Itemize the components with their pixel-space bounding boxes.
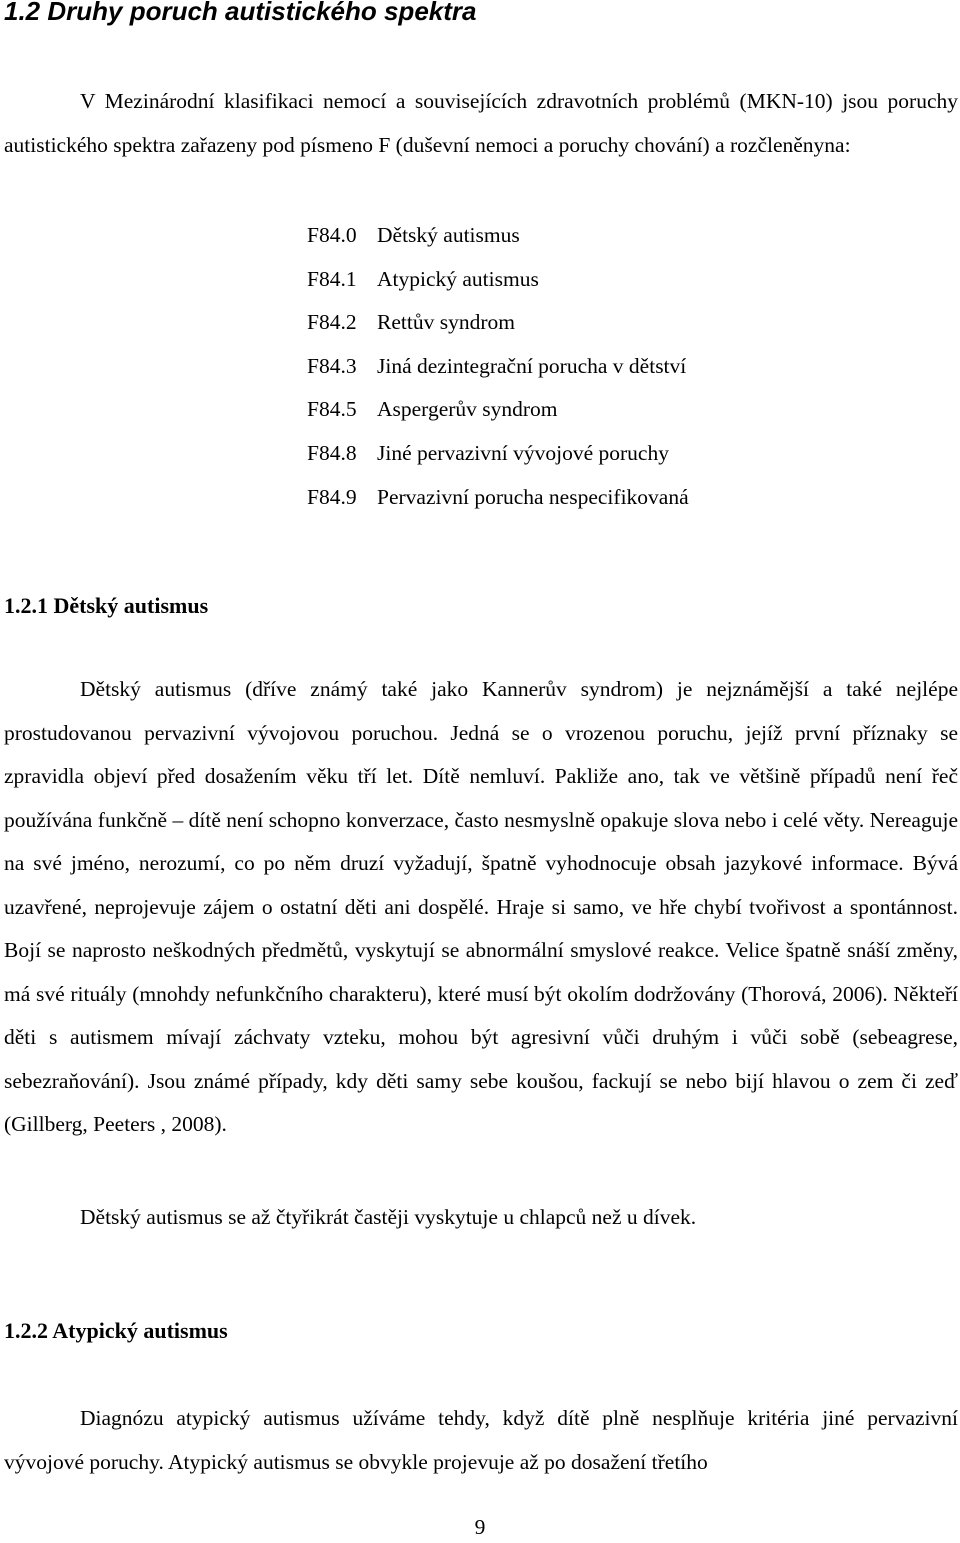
icd-label: Aspergerův syndrom [377, 397, 558, 422]
list-item [307, 301, 689, 345]
icd-code: F84.8 [307, 440, 357, 465]
childhood-autism-paragraph: Dětský autismus (dříve známý také jako Kannerův syndrom) je nejznámější a také nejlépe prostudovanou pervazivní vývojovou poruchou. Jedná se o vrozenou poruchu, jejíž první příznaky se zpravidla objeví před dosažením věku tří let. Dítě nemluví. Pakliže ano, tak ve většině případů není řeč používána funkčně – dítě není schopno konverzace, často nesmyslně opakuje slova nebo i celé věty. Nereaguje na své jméno, nerozumí, co po něm druzí vyžadují, špatně vyhodnocuje obsah jazykové informace. Bývá uzavřené, neprojevuje zájem o ostatní děti ani dospělé. Hraje si samo, ve hře chybí tvořivost a spontánnost. Bojí se naprosto neškodných předmětů, vyskytují se abnormální smyslové reakce. Velice špatně snáší změny, má své rituály (mnohdy nefunkčního charakteru), které musí být okolím dodržovány (Thorová, 2006). Někteří děti s autismem mívají záchvaty vzteku, mohou být agresivní vůči druhým i vůči sobě (sebeagrese, sebezraňování). Jsou známé případy, kdy děti samy sebe koušou, fackují se nebo bijí hlavou o zem či zeď (Gillberg, Peeters , 2008). [4, 677, 958, 1136]
childhood-autism-prevalence-paragraph: Dětský autismus se až čtyřikrát častěji vyskytuje u chlapců než u dívek. [80, 1205, 697, 1229]
list-item [307, 214, 689, 258]
list-item [307, 345, 689, 389]
intro-paragraph: V Mezinárodní klasifikaci nemocí a souvisejících zdravotních problémů (MKN-10) jsou poruchy autistického spektra zařazeny pod písmeno F (duševní nemoci a poruchy chování) a rozčleněnyna: [4, 89, 958, 157]
section-heading-childhood-autism: 1.2.1 Dětský autismus [4, 593, 209, 618]
icd-label: Rettův syndrom [377, 310, 515, 335]
list-item [307, 258, 689, 302]
icd-label: Dětský autismus [377, 223, 520, 247]
icd-code: F84.2 [307, 310, 357, 335]
page-number: 9 [474, 1515, 486, 1539]
icd-classification-list [307, 214, 689, 519]
atypical-autism-paragraph: Diagnózu atypický autismus užíváme tehdy, když dítě plně nesplňuje kritéria jiné pervazivní vývojové poruchy. Atypický autismus se obvykle projevuje až po dosažení třetího [4, 1406, 958, 1474]
icd-label: Atypický autismus [377, 266, 539, 291]
icd-code: F84.0 [307, 223, 357, 247]
icd-code: F84.3 [307, 353, 357, 378]
icd-label: Pervazivní porucha nespecifikovaná [377, 484, 689, 509]
list-item [307, 476, 689, 520]
chapter-heading: 1.2 Druhy poruch autistického spektra [4, 0, 477, 26]
section-heading-atypical-autism: 1.2.2 Atypický autismus [4, 1318, 228, 1343]
icd-code: F84.9 [307, 484, 357, 509]
list-item [307, 388, 689, 432]
icd-label: Jiná dezintegrační porucha v dětství [377, 353, 687, 378]
list-item [307, 432, 689, 476]
icd-code: F84.1 [307, 266, 357, 291]
icd-label: Jiné pervazivní vývojové poruchy [377, 440, 669, 465]
icd-code: F84.5 [307, 397, 357, 422]
